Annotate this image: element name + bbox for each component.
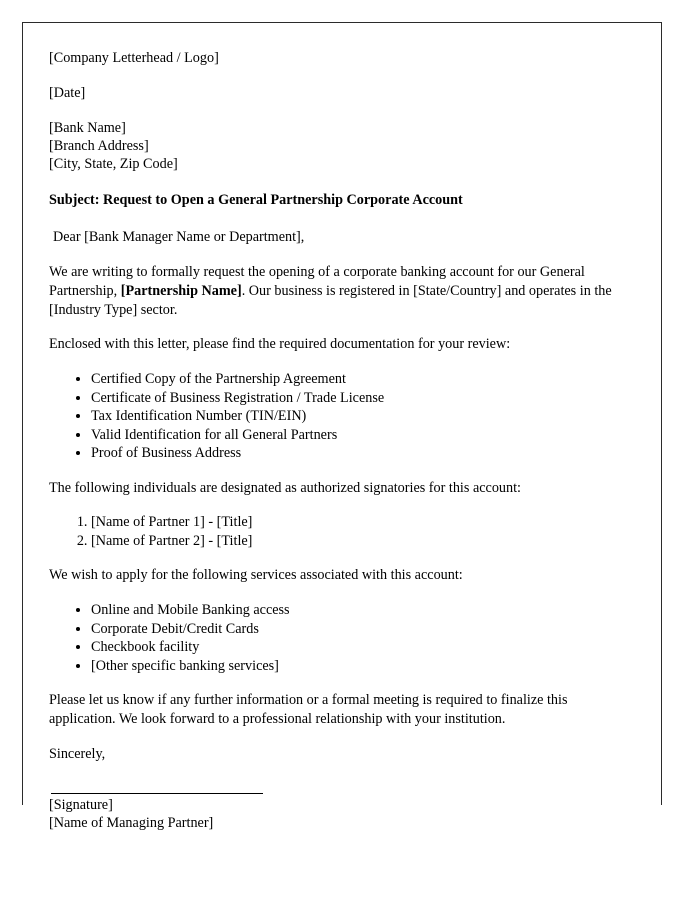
- list-item: • Corporate Debit/Credit Cards: [91, 620, 633, 638]
- subject-line: Subject: Request to Open a General Partnership Corporate Account: [49, 192, 463, 209]
- list-item: • [Other specific banking services]: [91, 657, 633, 675]
- required-documents-list: [49, 370, 633, 462]
- letter-body: [49, 49, 633, 833]
- intro-paragraph-part2: . Our business is registered in [State/Country] and operates in the [Industry Type] sector.: [49, 282, 612, 318]
- authorized-signatories-list: [49, 513, 633, 550]
- letter-page-content: [23, 23, 661, 833]
- requested-services-list: [49, 601, 633, 675]
- enclosure-intro: Enclosed with this letter, please find the required documentation for your review:: [49, 336, 511, 353]
- list-item: • Certificate of Business Registration / Trade License: [91, 389, 633, 407]
- partnership-name-emphasis: [Partnership Name]: [120, 282, 242, 299]
- valediction: Sincerely,: [49, 745, 106, 762]
- letterhead-placeholder: [Company Letterhead / Logo]: [49, 50, 219, 66]
- closing-paragraph: Please let us know if any further information or a formal meeting is required to finalize this application. We look forward to a professional relationship with your institution.: [49, 692, 568, 727]
- letter-page: [22, 22, 662, 832]
- list-item: • Online and Mobile Banking access: [91, 601, 633, 619]
- city-state-zip: [City, State, Zip Code]: [49, 156, 178, 173]
- intro-paragraph-part1: We are writing to formally request the opening of a corporate banking account for our General Partnership,: [49, 263, 585, 299]
- list-item: • Valid Identification for all General Partners: [91, 426, 633, 444]
- list-item: • Tax Identification Number (TIN/EIN): [91, 407, 633, 425]
- list-item: 1. [Name of Partner 1] - [Title]: [91, 513, 633, 531]
- signatories-intro: The following individuals are designated as authorized signatories for this account:: [49, 479, 521, 496]
- recipient-address-block: [49, 119, 633, 173]
- list-item: 2. [Name of Partner 2] - [Title]: [91, 532, 633, 550]
- branch-address: [Branch Address]: [49, 138, 149, 155]
- list-item: • Proof of Business Address: [91, 444, 633, 462]
- bank-name: [Bank Name]: [49, 120, 126, 137]
- signature-rule: [51, 793, 263, 794]
- signer-name: [Name of Managing Partner]: [49, 815, 214, 832]
- date-block: [49, 84, 633, 102]
- list-item: • Checkbook facility: [91, 638, 633, 656]
- salutation: Dear [Bank Manager Name or Department],: [53, 228, 305, 245]
- signature-placeholder: [Signature]: [49, 796, 113, 813]
- list-item: • Certified Copy of the Partnership Agreement: [91, 370, 633, 388]
- services-intro: We wish to apply for the following services associated with this account:: [49, 567, 463, 584]
- letterhead-block: [49, 49, 633, 67]
- date-placeholder: [Date]: [49, 85, 86, 102]
- intro-paragraph: [49, 263, 633, 320]
